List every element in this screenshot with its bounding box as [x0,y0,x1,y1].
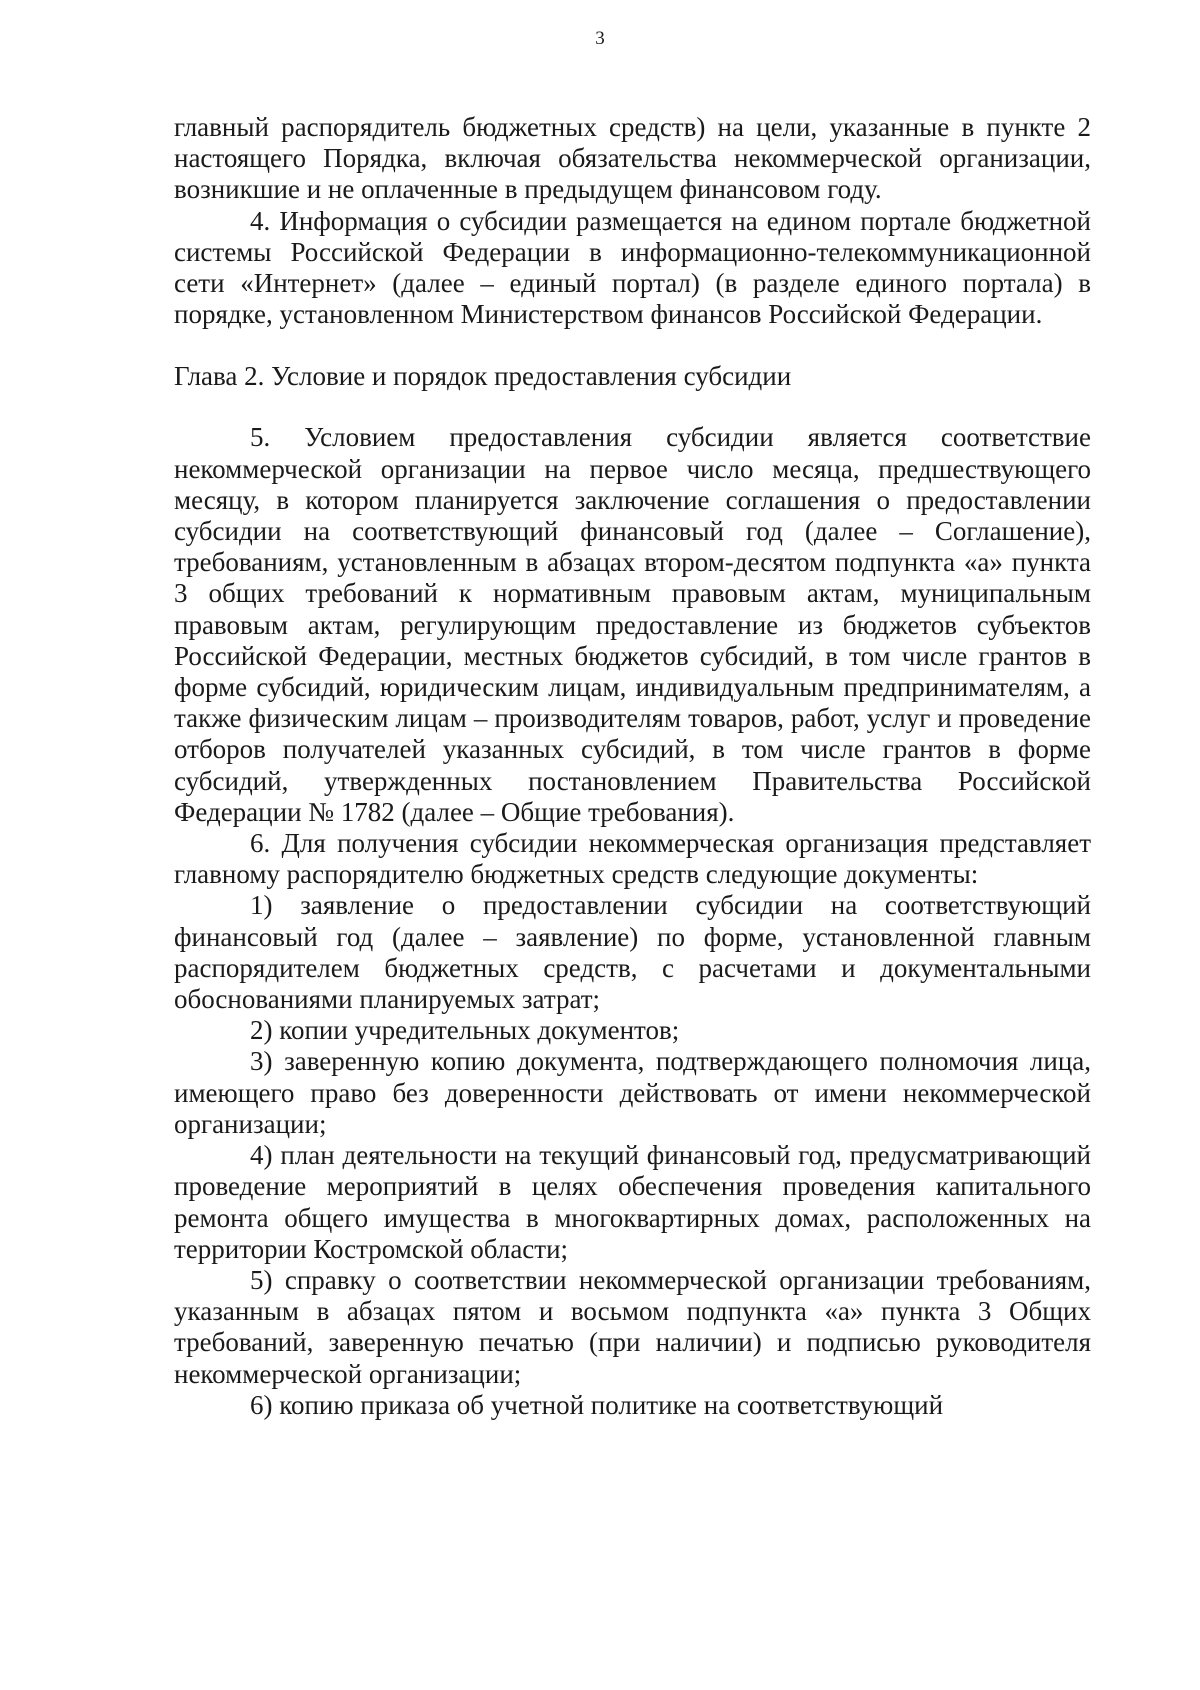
list-item-5: 5) справку о соответствии некоммерческой организации требованиям, указанным в абзацах пятом и восьмом подпункта «а» пункта 3 Общих требований, заверенную печатью (при наличии) и подписью руководителя некоммерческой организации; [174,1264,1091,1389]
list-item-2: 2) копии учредительных документов; [250,1015,680,1046]
list-item-6: 6) копию приказа об учетной политике на соответствующий [250,1389,944,1420]
paragraph-continuation: главный распорядитель бюджетных средств) на цели, указанные в пункте 2 настоящего Порядка, включая обязательства некоммерческой организации, возникшие и не оплаченные в предыдущем финансовом году. [174,112,1091,205]
document-body [174,112,1091,1421]
list-item-3: 3) заверенную копию документа, подтверждающего полномочия лица, имеющего право без доверенности действовать от имени некоммерческой организации; [174,1046,1091,1139]
paragraph-item-4: 4. Информация о субсидии размещается на едином портале бюджетной системы Российской Федерации в информационно-телекоммуникационной сети «Интернет» (далее – единый портал) (в разделе единого портала) в порядке, установленном Министерством финансов Российской Федерации. [174,205,1091,330]
paragraph-item-6: 6. Для получения субсидии некоммерческая организация представляет главному распорядителю бюджетных средств следующие документы: [174,828,1091,890]
chapter-heading: Глава 2. Условие и порядок предоставления субсидии [174,361,792,392]
paragraph-item-5: 5. Условием предоставления субсидии является соответствие некоммерческой организации на первое число месяца, предшествующего месяцу, в котором планируется заключение соглашения о предоставлении субсидии на соответствующий финансовый год (далее – Соглашение), требованиям, установленным в абзацах втором-десятом подпункта «а» пункта 3 общих требований к нормативным правовым актам, муниципальным правовым актам, регулирующим предоставление из бюджетов субъектов Российской Федерации, местных бюджетов субсидий, в том числе грантов в форме субсидий, юридическим лицам, индивидуальным предпринимателям, а также физическим лицам – производителям товаров, работ, услуг и проведение отборов получателей указанных субсидий, в том числе грантов в форме субсидий, утвержденных постановлением Правительства Российской Федерации № 1782 (далее – Общие требования). [174,422,1091,827]
page-number: 3 [595,28,605,49]
list-item-1: 1) заявление о предоставлении субсидии на соответствующий финансовый год (далее – заявление) по форме, установленной главным распорядителем бюджетных средств, с расчетами и документальными обоснованиями планируемых затрат; [174,890,1091,1015]
list-item-4: 4) план деятельности на текущий финансовый год, предусматривающий проведение мероприятий в целях обеспечения проведения капитального ремонта общего имущества в многоквартирных домах, расположенных на территории Костромской области; [174,1140,1091,1264]
